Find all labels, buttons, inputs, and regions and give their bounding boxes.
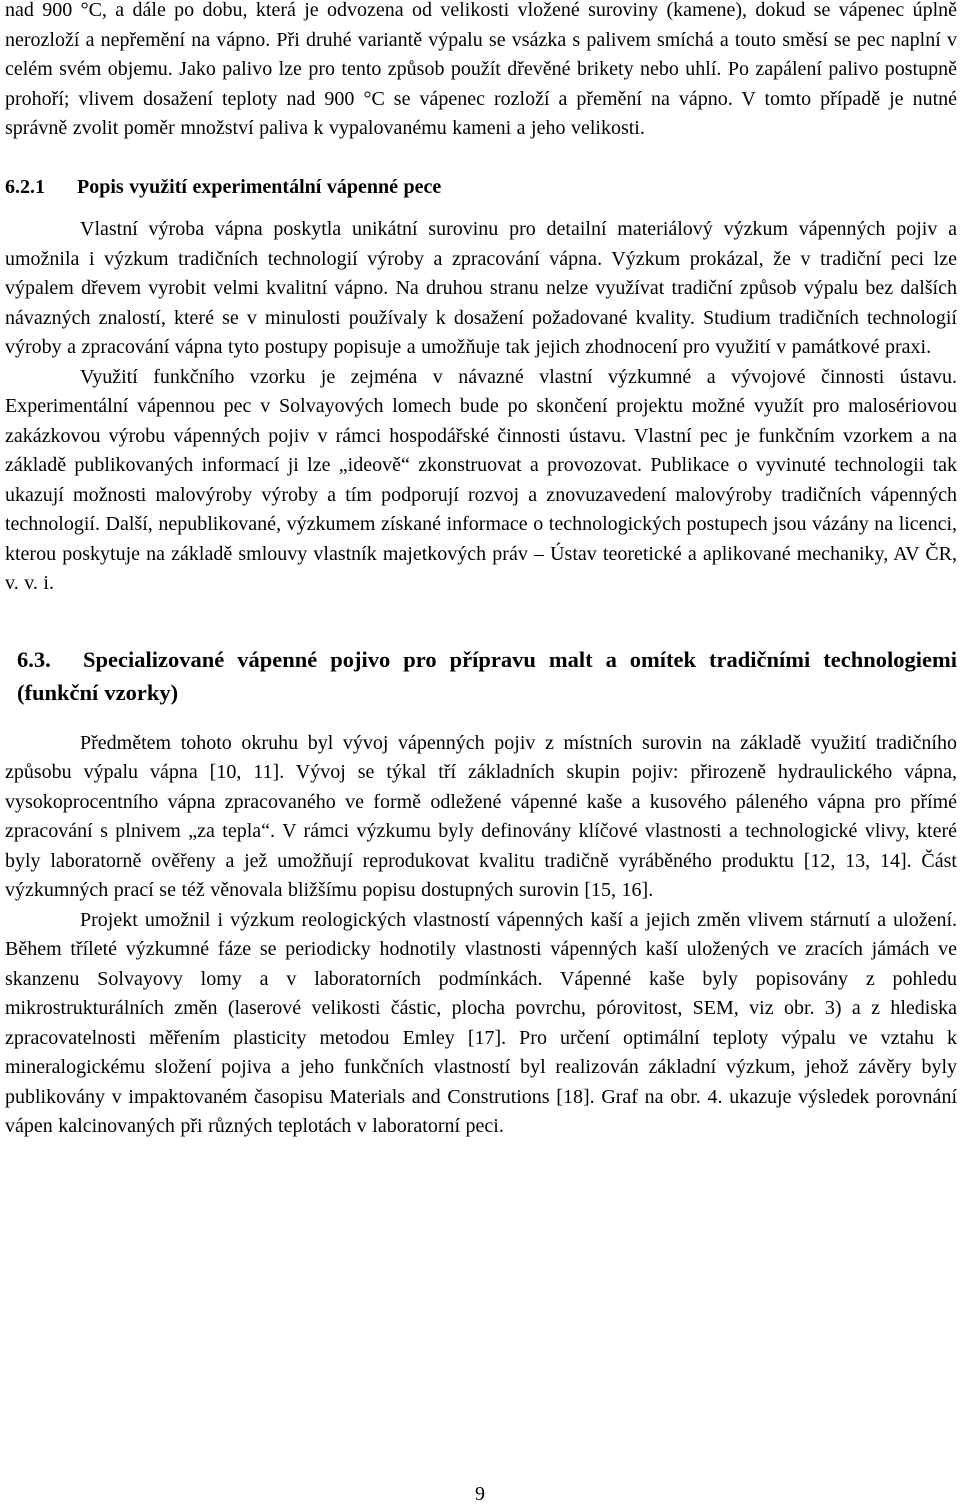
document-page <box>5 0 957 1142</box>
section-paragraph: Vlastní výroba vápna poskytla unikátní surovinu pro detailní materiálový výzkum vápenných pojiv a umožnila i výzkum tradičních technologií výroby a zpracování vápna. Výzkum prokázal, že v tradiční peci lze výpalem dřevem vyrobit velmi kvalitní vápno. Na druhou stranu nelze využívat tradiční způsob výpalu bez dalších návazných znalostí, které se v minulosti používaly k dosažení požadované kvality. Studium tradičních technologií výroby a zpracování vápna tyto postupy popisuje a umožňuje tak jejich zhodnocení pro využití v památkové praxi. <box>5 218 957 358</box>
intro-paragraph: nad 900 °C, a dále po dobu, která je odvozena od velikosti vložené suroviny (kamene), dokud se vápenec úplně nerozloží a nepřemění na vápno. Při druhé variantě výpalu se vsázka s palivem smíchá a touto směsí se pec naplní v celém svém objemu. Jako palivo lze pro tento způsob použít dřevěné brikety nebo uhlí. Po zapálení palivo postupně prohoří; vlivem dosažení teploty nad 900 °C se vápenec rozloží a přemění na vápno. V tomto případě je nutné správně zvolit poměr množství paliva k vypalovanému kameni a jeho velikosti. <box>5 0 957 139</box>
section-paragraph: Využití funkčního vzorku je zejména v návazné vlastní výzkumné a vývojové činnosti ústavu. Experimentální vápennou pec v Solvayových lomech bude po skončení projektu možné využít pro malosériovou zakázkovou výrobu vápenných pojiv v rámci hospodářské činnosti ústavu. Vlastní pec je funkčním vzorkem a na základě publikovaných informací ji lze „ideově“ zkonstruovat a provozovat. Publikace o vyvinuté technologii tak ukazují možnosti malovýroby výroby a tím podporují rozvoj a znovuzavedení malovýroby tradičních vápenných technologií. Další, nepublikované, výzkumem získané informace o technologických postupech jsou vázány na licenci, kterou poskytuje na základě smlouvy vlastník majetkových práv – Ústav teoretické a aplikované mechaniky, AV ČR, v. v. i. <box>5 365 957 594</box>
section-paragraph: Předmětem tohoto okruhu byl vývoj vápenných pojiv z místních surovin na základě využití tradičního způsobu výpalu vápna [10, 11]. Vývoj se týkal tří základních skupin pojiv: přirozeně hydraulického vápna, vysokoprocentního vápna zpracovaného ve formě odležené vápenné kaše a kusového páleného vápna pro přímé zpracování s plnivem „za tepla“. V rámci výzkumu byly definovány klíčové vlastnosti a technologické vlivy, které byly laboratorně ověřeny a jež umožňují reprodukovat kvalitu tradičně vyráběného produktu [12, 13, 14]. Část výzkumných prací se též věnovala bližšímu popisu dostupných surovin [15, 16]. <box>5 731 957 901</box>
section-6-2-1 <box>5 173 957 599</box>
section-heading <box>5 173 957 203</box>
section-heading <box>17 643 957 709</box>
page-number: 9 <box>475 1483 485 1505</box>
section-title: Popis využití experimentální vápenné pece <box>77 175 442 198</box>
section-6-3 <box>5 643 957 1142</box>
section-paragraph: Projekt umožnil i výzkum reologických vlastností vápenných kaší a jejich změn vlivem stárnutí a uložení. Během tříleté výzkumné fáze se periodicky hodnotily vlastnosti vápenných kaší uložených ve zracích jámách ve skanzenu Solvayovy lomy a v laboratorních podmínkách. Vápenné kaše byly popisovány z pohledu mikrostrukturálních změn (laserové velikosti částic, plocha povrchu, pórovitost, SEM, viz obr. 3) a z hlediska zpracovatelnosti měřením plasticity metodou Emley [17]. Pro určení optimální teploty výpalu ve vztahu k mineralogickému složení pojiva a jeho funkčních vlastností byl realizován základní výzkum, jehož závěry byly publikovány v impaktovaném časopisu Materials and Construtions [18]. Graf na obr. 4. ukazuje výsledek porovnání vápen kalcinovaných při různých teplotách v laboratorní peci. <box>5 908 957 1137</box>
section-number: 6.3. <box>17 646 51 672</box>
section-title: Specializované vápenné pojivo pro přípravu malt a omítek tradičními technologiemi (funkční vzorky) <box>17 646 957 705</box>
section-number: 6.2.1 <box>5 175 45 198</box>
